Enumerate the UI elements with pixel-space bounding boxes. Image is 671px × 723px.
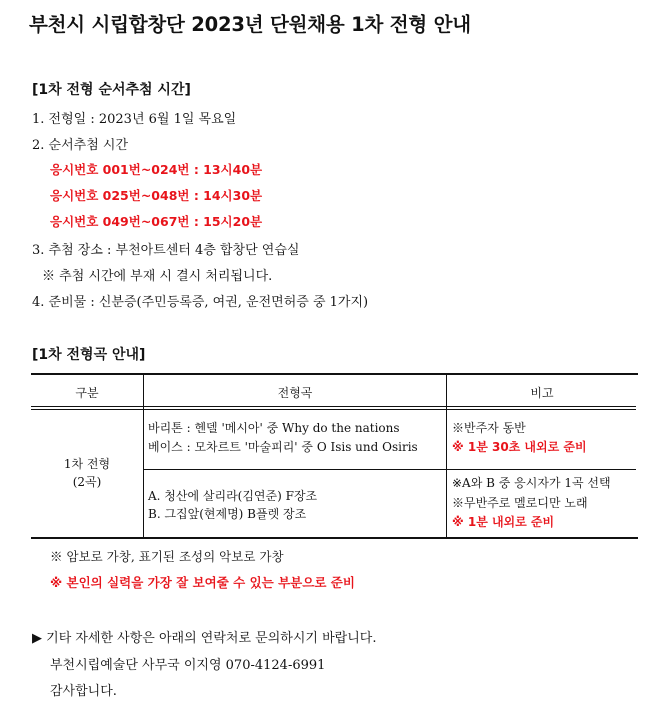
row2-note-acappella: ※무반주로 멜로디만 노래 [452, 496, 588, 510]
header-divider-bottom [31, 409, 636, 410]
song-option-b: B. 그집앞(현제명) B플렛 장조 [148, 507, 307, 521]
best-part-note: ※ 본인의 실력을 가장 잘 보여줄 수 있는 부분으로 준비 [50, 575, 355, 590]
section-heading-audition-songs: [1차 전형곡 안내] [32, 347, 146, 363]
song-option-a: A. 청산에 살리라(김연준) F장조 [148, 489, 318, 503]
contact-details: 부천시립예술단 사무국 이지영 070-4124-6991 [50, 658, 326, 673]
draw-location-line: 3. 추첨 장소 : 부천아트센터 4층 합창단 연습실 [32, 243, 300, 258]
draw-slot-1: 응시번호 001번~024번 : 13시40분 [50, 162, 263, 177]
header-remarks: 비고 [530, 386, 554, 400]
closing-thanks: 감사합니다. [50, 684, 117, 699]
absence-note: ※ 추첨 시간에 부재 시 결시 처리됩니다. [42, 269, 273, 284]
header-category: 구분 [75, 386, 99, 400]
row1-note: ※반주자 동반 [452, 421, 526, 435]
section-heading-draw-times: [1차 전형 순서추첨 시간] [32, 82, 191, 98]
draw-time-line: 2. 순서추첨 시간 [32, 138, 129, 153]
row2-note-choice: ※A와 B 중 응시자가 1곡 선택 [452, 476, 611, 490]
song-bass: 베이스 : 모차르트 '마술피리' 중 O Isis und Osiris [148, 440, 418, 454]
header-song: 전형곡 [277, 386, 313, 400]
group-label: 1차 전형 [63, 457, 111, 471]
exam-date-line: 1. 전형일 : 2023년 6월 1일 목요일 [32, 112, 237, 127]
group-count: (2곡) [72, 475, 102, 489]
row2-time-note: ※ 1분 내외로 준비 [452, 515, 555, 529]
memorization-note: ※ 암보로 가창, 표기된 조성의 악보로 가창 [50, 549, 284, 564]
page-title: 부천시 시립합창단 2023년 단원채용 1차 전형 안내 [29, 13, 471, 36]
row-divider [143, 469, 636, 470]
required-items-line: 4. 준비물 : 신분증(주민등록증, 여권, 운전면허증 중 1가지) [32, 295, 369, 310]
song-baritone: 바리톤 : 헨델 '메시아' 중 Why do the nations [148, 421, 400, 435]
contact-intro: ▶ 기타 자세한 사항은 아래의 연락처로 문의하시기 바랍니다. [32, 631, 377, 646]
row1-time-note: ※ 1분 30초 내외로 준비 [452, 440, 587, 454]
header-divider-top [31, 406, 636, 407]
draw-slot-2: 응시번호 025번~048번 : 14시30분 [50, 188, 263, 203]
draw-slot-3: 응시번호 049번~067번 : 15시20분 [50, 214, 263, 229]
audition-song-table [31, 373, 638, 539]
